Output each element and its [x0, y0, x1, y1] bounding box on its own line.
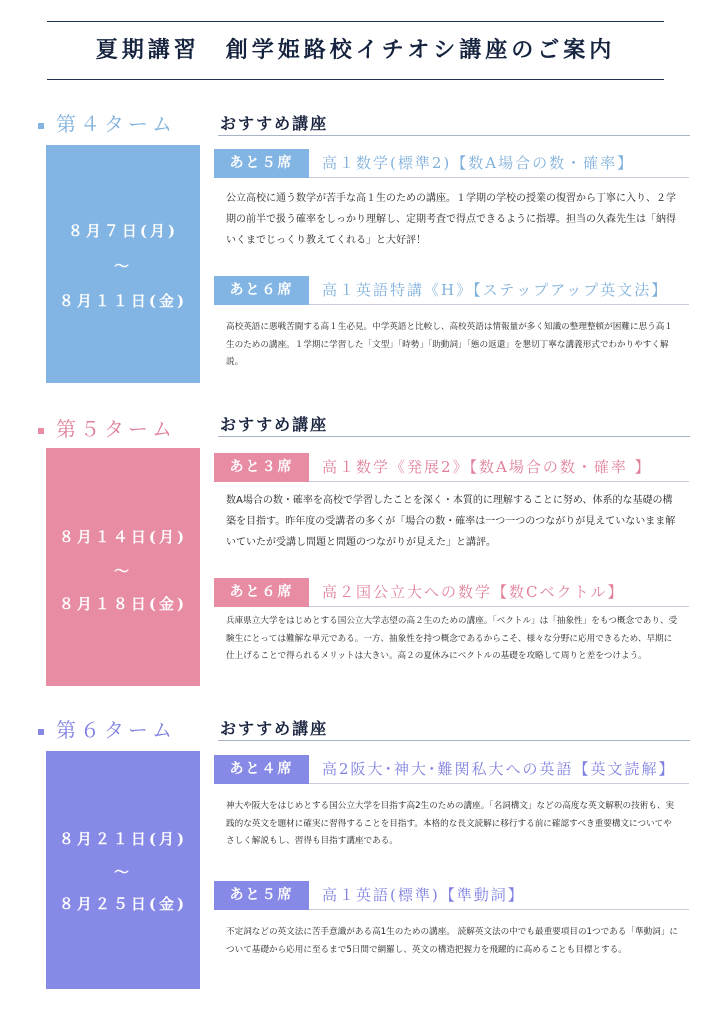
date-start: ８月１４日(月) — [58, 528, 188, 546]
course-title-underline — [309, 606, 689, 607]
square-bullet-icon — [38, 123, 44, 129]
course-title-underline — [309, 909, 689, 910]
term-6-heading — [38, 714, 176, 743]
date-tilde: ～ — [113, 562, 132, 580]
course-description: 公立高校に通う数学が苦手な高１生のための講座。１学期の学校の授業の復習から丁寧に入り、２学期の前半で扱う確率をしっかり理解し、定期考査で得点できるように指導。担当の久森先生は「納得いくまでじっくり教えてくれる」と大好評！ — [226, 193, 676, 246]
seats-badge: あと５席 — [214, 881, 309, 910]
page-title: 夏期講習 創学姫路校イチオシ講座のご案内 — [95, 37, 616, 63]
course-title-underline — [309, 783, 689, 784]
course-title-underline — [309, 304, 689, 305]
term-4-label: 第４ターム — [56, 112, 176, 136]
term-6-date-box — [46, 751, 200, 989]
recommended-label: おすすめ講座 — [220, 415, 329, 434]
course-description: 高校英語に悪戦苦闘する高１生必見。中学英語と比較し、高校英語は情報量が多く知識の整理整頓が困難に思う高１生のための講座。１学期に学習した「文型」「時勢」「助動詞」「態の返還」を懇切丁寧な講義形式でわかりやすく解説。 — [226, 322, 673, 367]
term-5-heading — [38, 413, 176, 442]
term-5-label: 第５ターム — [56, 417, 176, 441]
seats-badge: あと６席 — [214, 578, 309, 607]
course-title: 高１数学《発展2》【数A場合の数・確率 】 — [322, 458, 652, 476]
course-description: 数A場合の数・確率を高校で学習したことを深く・本質的に理解することに努め、体系的な基礎の構築を目指す。昨年度の受講者の多くが「場合の数・確率は一つ一つのつながりが見えていないまま解いていたが受講し問題と問題のつながりが見えた」と講評。 — [226, 495, 676, 548]
seats-badge: あと５席 — [214, 149, 309, 178]
date-end: ８月１１日(金) — [58, 292, 188, 310]
term-5-date-box — [46, 448, 200, 686]
date-tilde: ～ — [113, 863, 132, 881]
recommended-header-6 — [218, 716, 690, 741]
seats-badge: あと６席 — [214, 276, 309, 305]
date-start: ８月７日(月) — [67, 222, 179, 240]
term-4-date-box — [46, 145, 200, 383]
recommended-label: おすすめ講座 — [220, 719, 329, 738]
course-title-underline — [309, 481, 689, 482]
date-tilde: ～ — [113, 257, 132, 275]
date-start: ８月２１日(月) — [58, 830, 188, 848]
course-title-underline — [309, 177, 689, 178]
recommended-label: おすすめ講座 — [220, 114, 329, 133]
course-description: 兵庫県立大学をはじめとする国公立大学志望の高２生のための講座。「ベクトル」は「抽象性」をもつ概念であり、受験生にとっては難解な単元である。一方、抽象性を持つ概念であるからこそ、様々な分野に応用できるため、早期に仕上げることで得られるメリットは大きい。高２の夏休みにベクトルの基礎を攻略して周りと差をつけよう。 — [226, 616, 678, 661]
course-description: 神大や阪大をはじめとする国公立大学を目指す高2生のための講座。「名詞構文」などの高度な英文解釈の技術も、実践的な英文を題材に確実に習得することを目指す。本格的な長文読解に移行する前に確認すべき重要構文についてやさしく解説もし、習得も目指す講座である。 — [226, 801, 675, 846]
seats-badge: あと４席 — [214, 755, 309, 784]
term-4-heading — [38, 108, 176, 137]
course-title: 高１英語(標準)【準動詞】 — [322, 886, 525, 904]
square-bullet-icon — [38, 729, 44, 735]
recommended-header-5 — [218, 412, 690, 437]
course-title: 高１数学(標準2)【数A場合の数・確率】 — [322, 154, 635, 172]
recommended-header-4 — [218, 111, 690, 136]
course-title: 高2阪大･神大･難関私大への英語【英文読解】 — [322, 760, 676, 778]
page-header — [47, 21, 664, 80]
term-6-label: 第６ターム — [56, 718, 176, 742]
course-title: 高１英語特講《H》【ステップアップ英文法】 — [322, 281, 669, 299]
square-bullet-icon — [38, 428, 44, 434]
date-end: ８月２５日(金) — [58, 895, 188, 913]
course-title: 高２国公立大への数学【数Cベクトル】 — [322, 583, 625, 601]
date-end: ８月１８日(金) — [58, 595, 188, 613]
seats-badge: あと３席 — [214, 453, 309, 482]
course-description: 不定詞などの英文法に苦手意識がある高1生のための講座。 読解英文法の中でも最重要項目の1つである「準動詞」について基礎から応用に至るまで5日間で網羅し、英文の構造把握力を飛躍的に高めることも目標とする。 — [226, 927, 678, 955]
